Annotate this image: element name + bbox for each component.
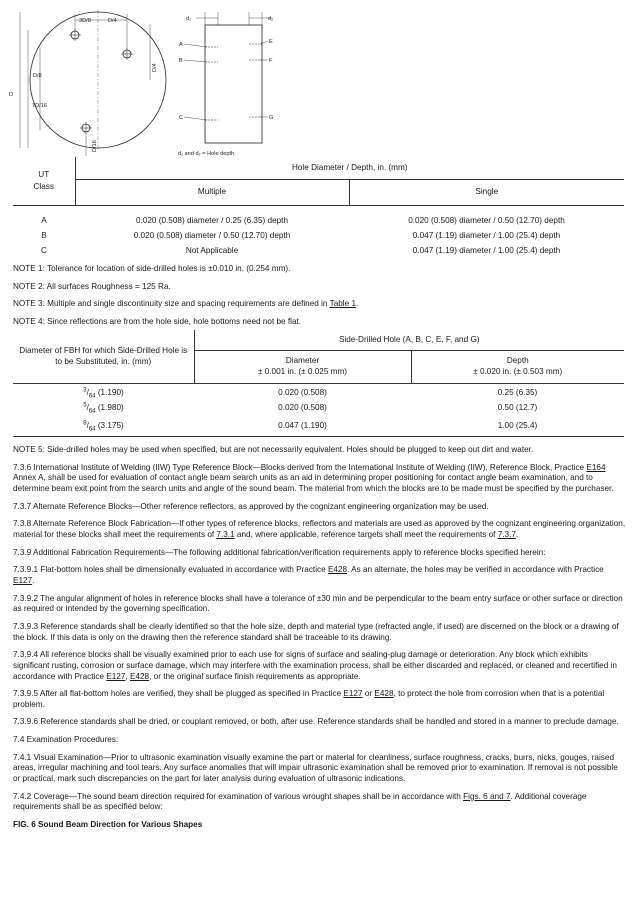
diameter-header: Diameter ± 0.001 in. (± 0.025 mm) [194,351,411,384]
hole-g-label: G [269,115,274,121]
para-7-3-7: 7.3.7 Alternate Reference Blocks—Other reference reflectors, as approved by the cognizant engineering organization may be used. [13,501,489,511]
figure-caption: d₁ and d₂ = Hole depth [178,151,235,157]
hole-e-label: E [269,39,273,45]
section-7-3-7-link[interactable]: 7.3.7 [497,529,516,539]
table-row [13,244,624,259]
para-7-4-2: 7.4.2 Coverage—The sound beam direction required for examination of various wrought shapes shall be in accordance with Figs. 6 and 7. Additional coverage requirements shall be as specified below: [13,791,587,812]
d2-label: d₂ [268,16,274,22]
e428-link[interactable]: E428 [327,565,348,575]
hole-b-label: B [179,58,183,64]
fbh-diameter-header: Diameter of FBH for which Side-Drilled Hole is to be Substituted, in. (mm) [13,330,194,384]
para-7-3-9-5: 7.3.9.5 After all flat-bottom holes are verified, they shall be plugged as specified in Practice E127 or E428, to protect the hole from corrosion when that is a potential problem. [13,689,605,709]
side-drilled-hole-header: Side-Drilled Hole (A, B, C, E, F, and G) [194,330,624,351]
multiple-cell: Not Applicable [185,246,239,256]
fbh-substitution-table [13,330,624,437]
single-cell: 0.020 (0.508) diameter / 0.50 (12.70) depth [408,216,565,226]
figs-6-and-7-link[interactable]: Figs. 6 and 7 [463,791,511,801]
block-drawing-figure [0,0,638,160]
e127-link[interactable]: E127 [106,671,126,681]
depth-cell: 0.25 (6.35) [497,388,538,398]
e164-link[interactable]: E164 [586,462,606,472]
dim-3d8-label: 3D/8 [79,18,91,24]
hole-a-label: A [179,42,183,48]
note-4: NOTE 4: Since reflections are from the hole side, hole bottoms need not be flat. [13,316,302,326]
e127-link[interactable]: E127 [13,575,33,585]
note-5: NOTE 5: Side-drilled holes may be used when specified, but are not necessarily equivalent. Holes should be plugged to keep out dirt and water. [13,445,534,454]
dim-d16-label: D/16 [92,140,98,152]
dim-d-label: D [9,92,14,98]
para-7-3-9-4: 7.3.9.4 All reference blocks shall be visually examined prior to each use for signs of surface and sealing-plug damage or deterioration. Any block which exhibits significant rusting, corrosion or surface damage, which may interfere with the examination process, shall be either discarded and replaced, or cleaned and recertified in accordance with Practice E127, E428, or the original surface finish requirements as appropriate. [13,650,617,681]
ut-class-cell: A [41,216,47,226]
e127-link[interactable]: E127 [343,689,363,699]
para-7-3-9-1: 7.3.9.1 Flat-bottom holes shall be dimensionally evaluated in accordance with Practice E428. As an alternate, the holes may be verified in accordance with Practice E127. [13,565,604,585]
diameter-cell: 0.020 (0.508) [278,403,327,413]
para-7-4: 7.4 Examination Procedures: [13,735,119,745]
block-drawing [0,0,638,160]
side-view-outline [205,25,262,143]
table-1-link[interactable]: Table 1 [329,299,357,309]
dim-d8-label: D/8 [33,73,42,79]
table-row [13,416,624,437]
hole-diameter-depth-header: Hole Diameter / Depth, in. (mm) [75,157,624,180]
para-7-3-9-3: 7.3.9.3 Reference standards shall be clearly identified so that the hole size, depth and material type (refracted angle, if used) are discerned on the block or a drawing of the block. If this data is only on the drawing then the reference standard shall be traceable to its drawing. [13,621,619,642]
diameter-cell: 0.047 (1.190) [194,416,411,437]
depth-cell: 0.50 (12.7) [497,403,538,413]
multiple-cell: 0.020 (0.508) diameter / 0.50 (12.70) depth [133,231,291,241]
table-row [13,401,624,416]
ut-class-cell: C [41,246,47,256]
dim-d4-right-label: D/4 [152,63,158,72]
body-text [13,445,626,831]
hole-size-table [13,157,624,259]
e428-link[interactable]: E428 [129,671,150,681]
para-7-3-9: 7.3.9 Additional Fabrication Requirements—The following additional fabrication/verification requirements apply to reference blocks specified herein: [13,547,546,557]
single-cell: 0.047 (1.19) diameter / 1.00 (25.4) depth [412,246,561,256]
single-header: Single [349,180,624,206]
d1-label: d₁ [186,16,191,22]
hole-c-label: C [179,115,184,121]
e428-link[interactable]: E428 [374,689,394,699]
hole-f-label: F [269,58,273,64]
fbh-diameter-cell: $^8/_{64}$ (3.175) [13,416,194,437]
para-7-3-9-6: 7.3.9.6 Reference standards shall be dried, or couplant removed, or both, after use. Reference standards shall be handled and stored in a manner to preclude damage. [13,717,619,727]
diameter-cell: 0.020 (0.508) [278,388,327,398]
table-row [13,229,624,244]
para-7-4-1: 7.4.1 Visual Examination—Prior to ultrasonic examination visually examine the part or material for cleanliness, surface roughness, cracks, burrs, nicks, gouges, raised areas, irregular machining and tool tears. Any surface anomalies that will impair ultrasonic examination shall be removed prior to examination. If removal is not possible or practical, mark such discrepancies on the part for later analysis during evaluation of ultrasonic indications. [13,752,618,784]
single-cell: 0.047 (1.19) diameter / 1.00 (25.4) depth [412,231,561,241]
ut-class-header: UT Class [13,157,75,206]
depth-header: Depth ± 0.020 in. (± 0.503 mm) [411,351,624,384]
dim-d4-top-label: D/4 [108,18,117,24]
para-7-3-8: 7.3.8 Alternate Reference Block Fabrication—If other types of reference blocks, reflectors and materials are used as approved by the cognizant engineering organization, material for these blocks shall meet the requirements of 7.3.1 and, where applicable, reference targets shall meet the requirements of 7.3.7. [13,519,626,539]
multiple-header: Multiple [75,180,349,206]
table-row [13,214,624,229]
ut-class-cell: B [41,231,47,241]
note-2: NOTE 2: All surfaces Roughness = 125 Ra. [13,281,171,291]
notes-1-4 [13,264,626,328]
note-3: NOTE 3: Multiple and single discontinuity size and spacing requirements are defined in Table 1. [13,299,359,309]
para-7-3-6: 7.3.6 International Institute of Welding (IIW) Type Reference Block—Blocks derived from the International Institute of Welding (IIW), Reference Block, Practice E164 Annex A, shall be used for evaluation of contact angle beam search units as an aid in determining proper positioning for contact angle beam examination, and to determine beam exit point from the search units and angle of the sound beam. The material from which the blocks are to be made must be specified by the purchaser. [13,462,614,493]
dim-7d16-label: 7D/16 [32,103,47,109]
fbh-diameter-cell: $^5/_{64}$ (1.980) [83,402,124,415]
multiple-cell: 0.020 (0.508) diameter / 0.25 (6.35) depth [135,216,289,226]
figure-6-title: FIG. 6 Sound Beam Direction for Various Shapes [13,820,203,830]
note-1: NOTE 1: Tolerance for location of side-drilled holes is ±0.010 in. (0.254 mm). [13,264,291,273]
table-row [13,386,624,401]
para-7-3-9-2: 7.3.9.2 The angular alignment of holes in reference blocks shall have a tolerance of ±30 min and be perpendicular to the beam entry surface or other surface or direction as required or intended by the governing specification. [13,593,623,614]
depth-cell: 1.00 (25.4) [411,416,624,437]
fbh-diameter-cell: $^3/_{64}$ (1.190) [83,387,124,400]
section-7-3-1-link[interactable]: 7.3.1 [216,529,235,539]
